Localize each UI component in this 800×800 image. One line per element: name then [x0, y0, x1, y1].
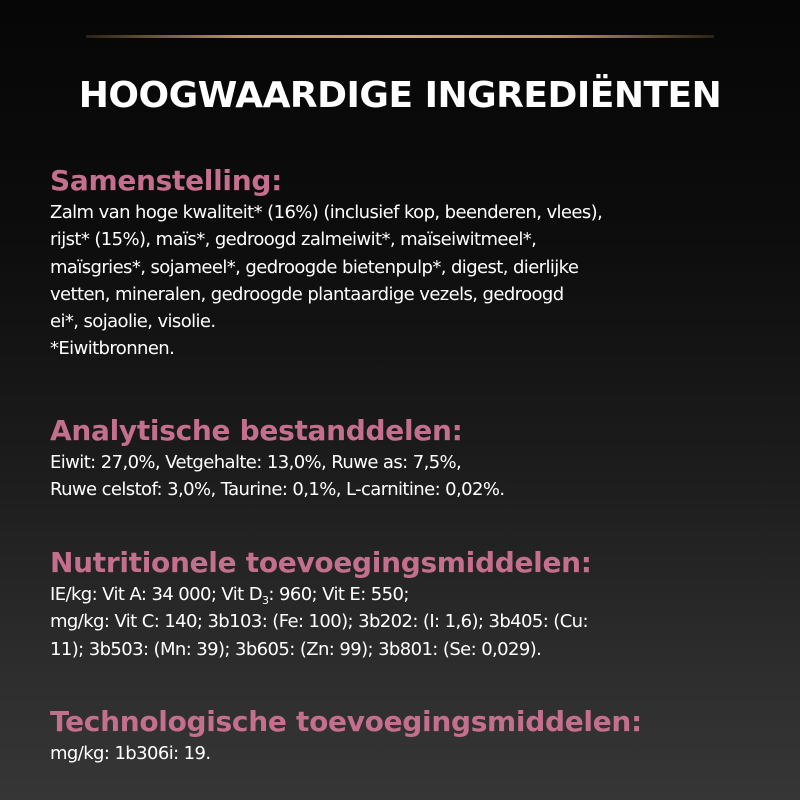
analytical-line: Ruwe celstof: 3,0%, Taurine: 0,1%, L-carnitine: 0,02%.	[50, 479, 505, 501]
section-heading-analytical: Analytische bestanddelen:	[50, 414, 463, 447]
section-nutritional-additives	[50, 546, 770, 663]
composition-line: maïsgries*, sojameel*, gedroogde bietenpulp*, digest, dierlijke	[50, 256, 579, 278]
section-heading-nutritional: Nutritionele toevoegingsmiddelen:	[50, 546, 592, 579]
composition-footnote: *Eiwitbronnen.	[50, 338, 175, 360]
page-title: HOOGWAARDIGE INGREDIËNTEN	[78, 75, 722, 116]
section-body-composition	[50, 199, 770, 363]
section-analytical-constituents	[50, 414, 770, 504]
technological-line: mg/kg: 1b306i: 19.	[50, 743, 211, 764]
vitamin-d-subscript: 3	[262, 594, 269, 607]
section-heading-technological: Technologische toevoegingsmiddelen:	[50, 705, 642, 738]
nutritional-line-text: IE/kg: Vit A: 34 000; Vit D	[50, 584, 262, 605]
section-body-analytical	[50, 449, 770, 504]
nutritional-line: mg/kg: Vit C: 140; 3b103: (Fe: 100); 3b202: (I: 1,6); 3b405: (Cu:	[50, 611, 588, 633]
section-body-nutritional	[50, 581, 770, 663]
nutritional-line	[50, 581, 770, 608]
composition-line: rijst* (15%), maïs*, gedroogd zalmeiwit*, maïseiwitmeel*,	[50, 229, 537, 251]
section-composition	[50, 164, 770, 363]
composition-line: Zalm van hoge kwaliteit* (16%) (inclusief kop, beenderen, vlees),	[50, 202, 603, 223]
composition-line: ei*, sojaolie, visolie.	[50, 311, 216, 333]
section-technological-additives	[50, 705, 770, 767]
gold-divider-line	[86, 35, 714, 38]
section-body-technological	[50, 740, 770, 767]
nutritional-line: 11); 3b503: (Mn: 39); 3b605: (Zn: 99); 3b801: (Se: 0,029).	[50, 638, 542, 660]
analytical-line: Eiwit: 27,0%, Vetgehalte: 13,0%, Ruwe as: 7,5%,	[50, 452, 462, 473]
section-heading-composition: Samenstelling:	[50, 164, 282, 197]
composition-line: vetten, mineralen, gedroogde plantaardige vezels, gedroogd	[50, 283, 564, 305]
nutritional-line-text: : 960; Vit E: 550;	[268, 584, 409, 605]
